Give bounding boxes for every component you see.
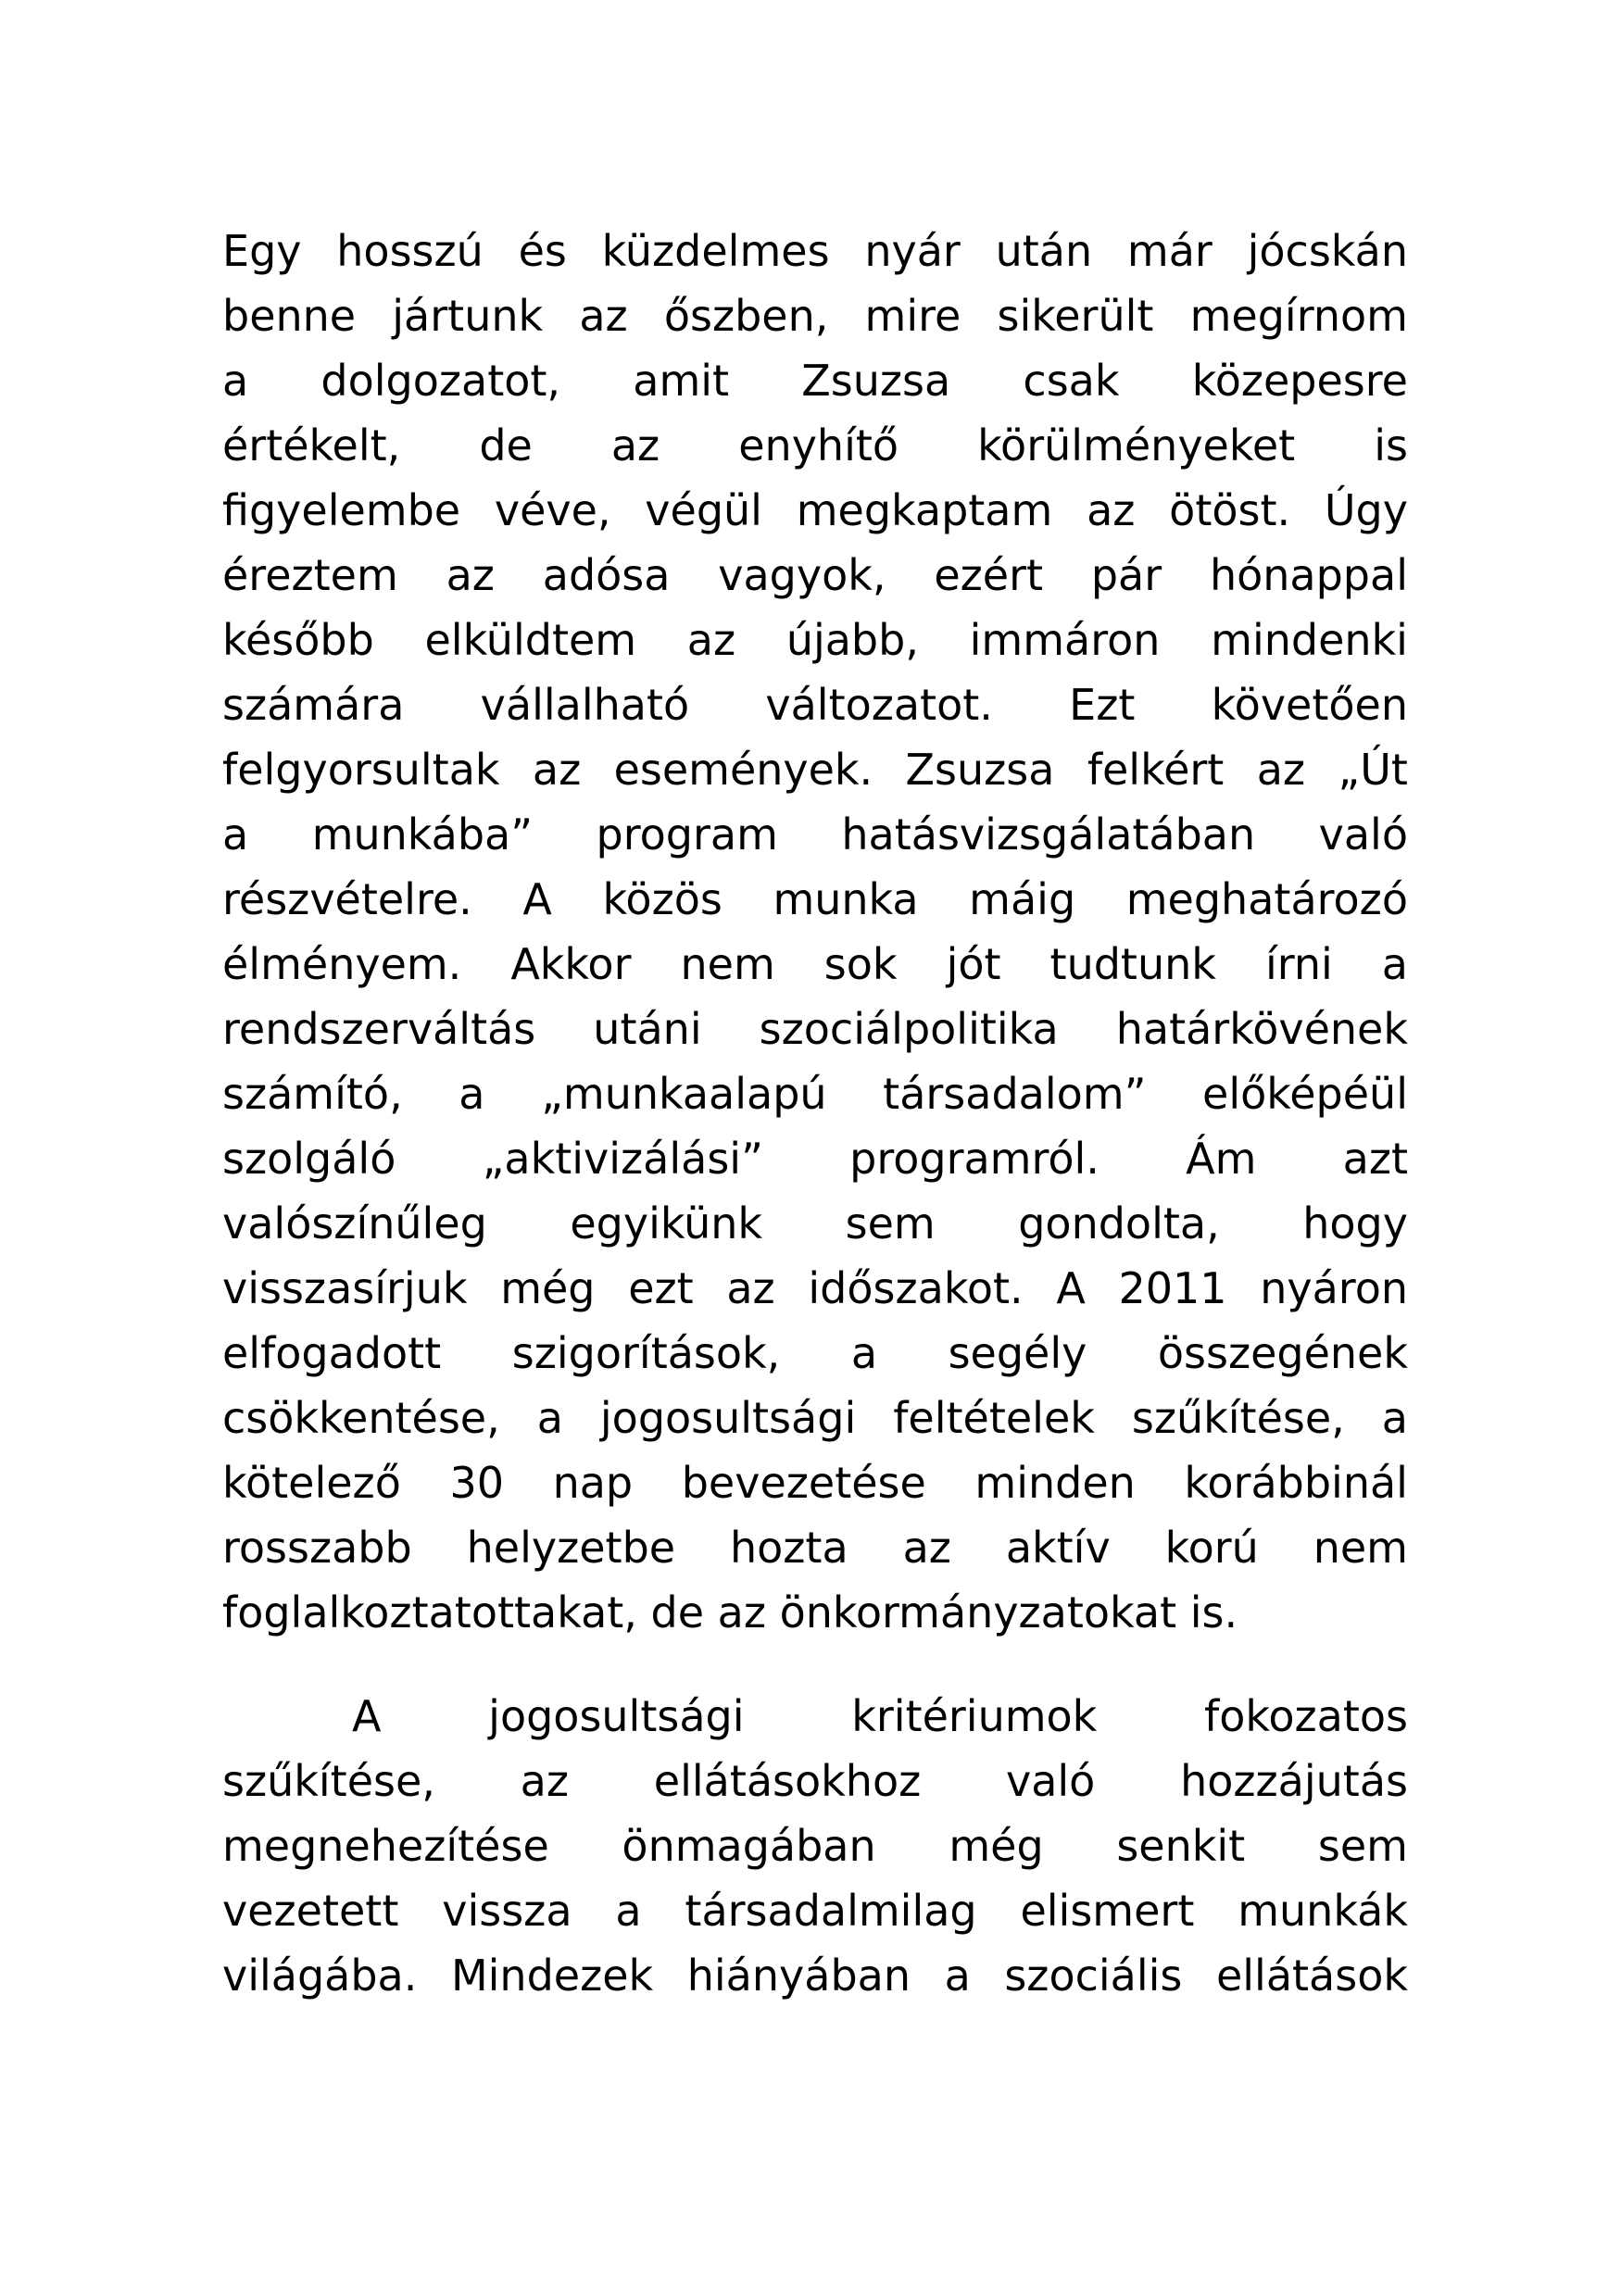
word: elküldtem — [424, 615, 637, 665]
word: amit — [633, 356, 730, 406]
word: nyáron — [1260, 1263, 1408, 1313]
word: a — [1381, 1393, 1408, 1443]
word: fokozatos — [1204, 1691, 1408, 1741]
word: sok — [823, 939, 898, 989]
word: az — [902, 1523, 951, 1573]
text-line — [222, 1813, 1408, 1878]
word: mindenki — [1211, 615, 1408, 665]
word: immáron — [969, 615, 1161, 665]
word: véve, — [494, 485, 611, 535]
word: időszakot. — [808, 1263, 1024, 1313]
word: szűkítése, — [1131, 1393, 1345, 1443]
text-line — [222, 219, 1408, 283]
text-line — [222, 867, 1408, 932]
word: írni — [1264, 939, 1333, 989]
word: a — [1381, 939, 1408, 989]
text-line — [222, 1321, 1408, 1386]
word: hosszú — [336, 226, 484, 276]
word: éreztem — [222, 550, 398, 600]
word: figyelembe — [222, 485, 461, 535]
word: nem — [680, 939, 775, 989]
word: a — [222, 356, 249, 406]
word: ötöst. — [1169, 485, 1291, 535]
word: csak — [1023, 356, 1120, 406]
word: szűkítése, — [222, 1756, 435, 1806]
word: számára — [222, 680, 405, 730]
word: részvételre. — [222, 874, 472, 924]
word: megnehezítése — [222, 1821, 549, 1871]
word: még — [949, 1821, 1044, 1871]
word: küzdelmes — [601, 226, 830, 276]
word: adósa — [542, 550, 671, 600]
word: a — [459, 1069, 485, 1119]
word: hónappal — [1209, 550, 1408, 600]
word: Zsuzsa — [905, 745, 1055, 795]
word: a — [536, 1393, 563, 1443]
word: a — [222, 809, 249, 859]
word: ezt — [628, 1263, 694, 1313]
word: már — [1126, 226, 1213, 276]
text-line — [222, 1256, 1408, 1321]
paragraph-2 — [222, 1684, 1408, 2008]
word: követően — [1211, 680, 1408, 730]
word: társadalmilag — [685, 1886, 977, 1936]
word: nyár — [864, 226, 961, 276]
word: Ezt — [1069, 680, 1136, 730]
text-line — [222, 348, 1408, 413]
word: szociálpolitika — [759, 1004, 1059, 1054]
word: enyhítő — [738, 420, 899, 470]
word: őszben, — [663, 291, 829, 341]
word: az — [610, 420, 660, 470]
word: benne — [222, 291, 357, 341]
word: nem — [1313, 1523, 1408, 1573]
word: hozzájutás — [1180, 1756, 1408, 1806]
text-line — [222, 1749, 1408, 1813]
word: előképéül — [1202, 1069, 1408, 1119]
word: után — [995, 226, 1093, 276]
word: hatásvizsgálatában — [841, 809, 1256, 859]
word: a — [944, 1951, 971, 2001]
word: jogosultsági — [488, 1691, 745, 1741]
word: megírnom — [1189, 291, 1408, 341]
word: később — [222, 615, 374, 665]
word: hiányában — [686, 1951, 911, 2001]
word: munkák — [1238, 1886, 1408, 1936]
word: de — [479, 420, 533, 470]
word: az — [446, 550, 495, 600]
word: szigorítások, — [511, 1328, 781, 1378]
word: ellátások — [1215, 1951, 1408, 2001]
word: való — [1005, 1756, 1096, 1806]
text-line — [222, 1515, 1408, 1580]
word: utáni — [593, 1004, 702, 1054]
word: mire — [864, 291, 961, 341]
word: összegének — [1157, 1328, 1408, 1378]
word: tudtunk — [1049, 939, 1216, 989]
word: vállalható — [480, 680, 690, 730]
word: szolgáló — [222, 1134, 396, 1184]
word: pár — [1090, 550, 1162, 600]
word: hozta — [729, 1523, 848, 1573]
word: elfogadott — [222, 1328, 442, 1378]
text-line — [222, 1191, 1408, 1256]
word: határkövének — [1115, 1004, 1408, 1054]
word: felkért — [1087, 745, 1225, 795]
word: „Út — [1338, 745, 1408, 795]
word: Ám — [1186, 1134, 1257, 1184]
word: Úgy — [1324, 485, 1408, 535]
word: ellátásokhoz — [653, 1756, 922, 1806]
word: vissza — [442, 1886, 572, 1936]
paragraph-1 — [222, 219, 1408, 1645]
text-line — [222, 1386, 1408, 1450]
text-line — [222, 478, 1408, 543]
word: jogosultsági — [599, 1393, 857, 1443]
word: feltételek — [893, 1393, 1095, 1443]
word: rosszabb — [222, 1523, 412, 1573]
word: 30 — [449, 1458, 504, 1508]
text-line — [222, 1450, 1408, 1515]
text-line — [222, 672, 1408, 737]
word: körülményeket — [977, 420, 1296, 470]
word: való — [1318, 809, 1408, 859]
word: még — [500, 1263, 596, 1313]
word: ezért — [934, 550, 1044, 600]
word: bevezetése — [681, 1458, 926, 1508]
word: aktív — [1005, 1523, 1111, 1573]
word: A — [352, 1691, 382, 1741]
word: Akkor — [510, 939, 632, 989]
word: események. — [613, 745, 873, 795]
text-line — [222, 283, 1408, 348]
word: sem — [845, 1198, 936, 1248]
word: vezetett — [222, 1886, 399, 1936]
word: dolgozatot, — [320, 356, 561, 406]
word: A — [522, 874, 552, 924]
word: sikerült — [997, 291, 1154, 341]
word: gondolta, — [1018, 1198, 1220, 1248]
word: az — [579, 291, 628, 341]
word: azt — [1342, 1134, 1408, 1184]
text-line-indented — [222, 1684, 1408, 1749]
text-line — [222, 1943, 1408, 2008]
word: felgyorsultak — [222, 745, 500, 795]
word: visszasírjuk — [222, 1263, 468, 1313]
word: korábbinál — [1184, 1458, 1408, 1508]
word: hogy — [1302, 1198, 1408, 1248]
word: sem — [1317, 1821, 1408, 1871]
word: társadalom” — [883, 1069, 1147, 1119]
word: munkába” — [311, 809, 534, 859]
word: 2011 — [1118, 1263, 1227, 1313]
word: a — [850, 1328, 878, 1378]
word: helyzetbe — [466, 1523, 676, 1573]
word: korú — [1164, 1523, 1259, 1573]
word: közös — [602, 874, 723, 924]
word: senkit — [1116, 1821, 1246, 1871]
word: kritériumok — [851, 1691, 1098, 1741]
word: segély — [948, 1328, 1087, 1378]
word: jártunk — [392, 291, 544, 341]
word: az — [520, 1756, 570, 1806]
word: egyikünk — [570, 1198, 763, 1248]
word: értékelt, — [222, 420, 401, 470]
text-line — [222, 1126, 1408, 1191]
word: program — [596, 809, 778, 859]
word: vagyok, — [718, 550, 886, 600]
word: a — [615, 1886, 642, 1936]
text-line — [222, 543, 1408, 608]
word: megkaptam — [796, 485, 1053, 535]
word: meghatározó — [1125, 874, 1408, 924]
text-line-last: foglalkoztatottakat, de az önkormányzatokat is. — [222, 1587, 1238, 1637]
text-line — [222, 737, 1408, 802]
word: az — [532, 745, 582, 795]
word: csökkentése, — [222, 1393, 500, 1443]
word: változatot. — [765, 680, 993, 730]
text-line — [222, 413, 1408, 478]
word: A — [1056, 1263, 1086, 1313]
word: számító, — [222, 1069, 403, 1119]
word: elismert — [1020, 1886, 1195, 1936]
word: munka — [773, 874, 919, 924]
word: az — [726, 1263, 775, 1313]
word: Zsuzsa — [801, 356, 951, 406]
text-line — [222, 932, 1408, 997]
word: máig — [969, 874, 1076, 924]
word: jócskán — [1247, 226, 1408, 276]
word: és — [518, 226, 567, 276]
word: közepesre — [1191, 356, 1408, 406]
word: is — [1374, 420, 1408, 470]
word: jót — [946, 939, 1001, 989]
text-line — [222, 1878, 1408, 1943]
word: élményem. — [222, 939, 462, 989]
word: „munkaalapú — [541, 1069, 827, 1119]
word: az — [686, 615, 736, 665]
word: szociális — [1004, 1951, 1183, 2001]
word: Egy — [222, 226, 302, 276]
text-line — [222, 997, 1408, 1061]
word: „aktivizálási” — [482, 1134, 763, 1184]
word: végül — [645, 485, 762, 535]
word: Mindezek — [450, 1951, 654, 2001]
word: minden — [974, 1458, 1136, 1508]
word: programról. — [849, 1134, 1100, 1184]
word: valószínűleg — [222, 1198, 487, 1248]
word: az — [1256, 745, 1306, 795]
word: nap — [552, 1458, 634, 1508]
word: rendszerváltás — [222, 1004, 536, 1054]
word: világába. — [222, 1951, 418, 2001]
text-line — [222, 608, 1408, 672]
word: önmagában — [622, 1821, 876, 1871]
text-line — [222, 1061, 1408, 1126]
word: az — [1087, 485, 1136, 535]
word: újabb, — [785, 615, 919, 665]
text-line — [222, 802, 1408, 867]
word: kötelező — [222, 1458, 401, 1508]
